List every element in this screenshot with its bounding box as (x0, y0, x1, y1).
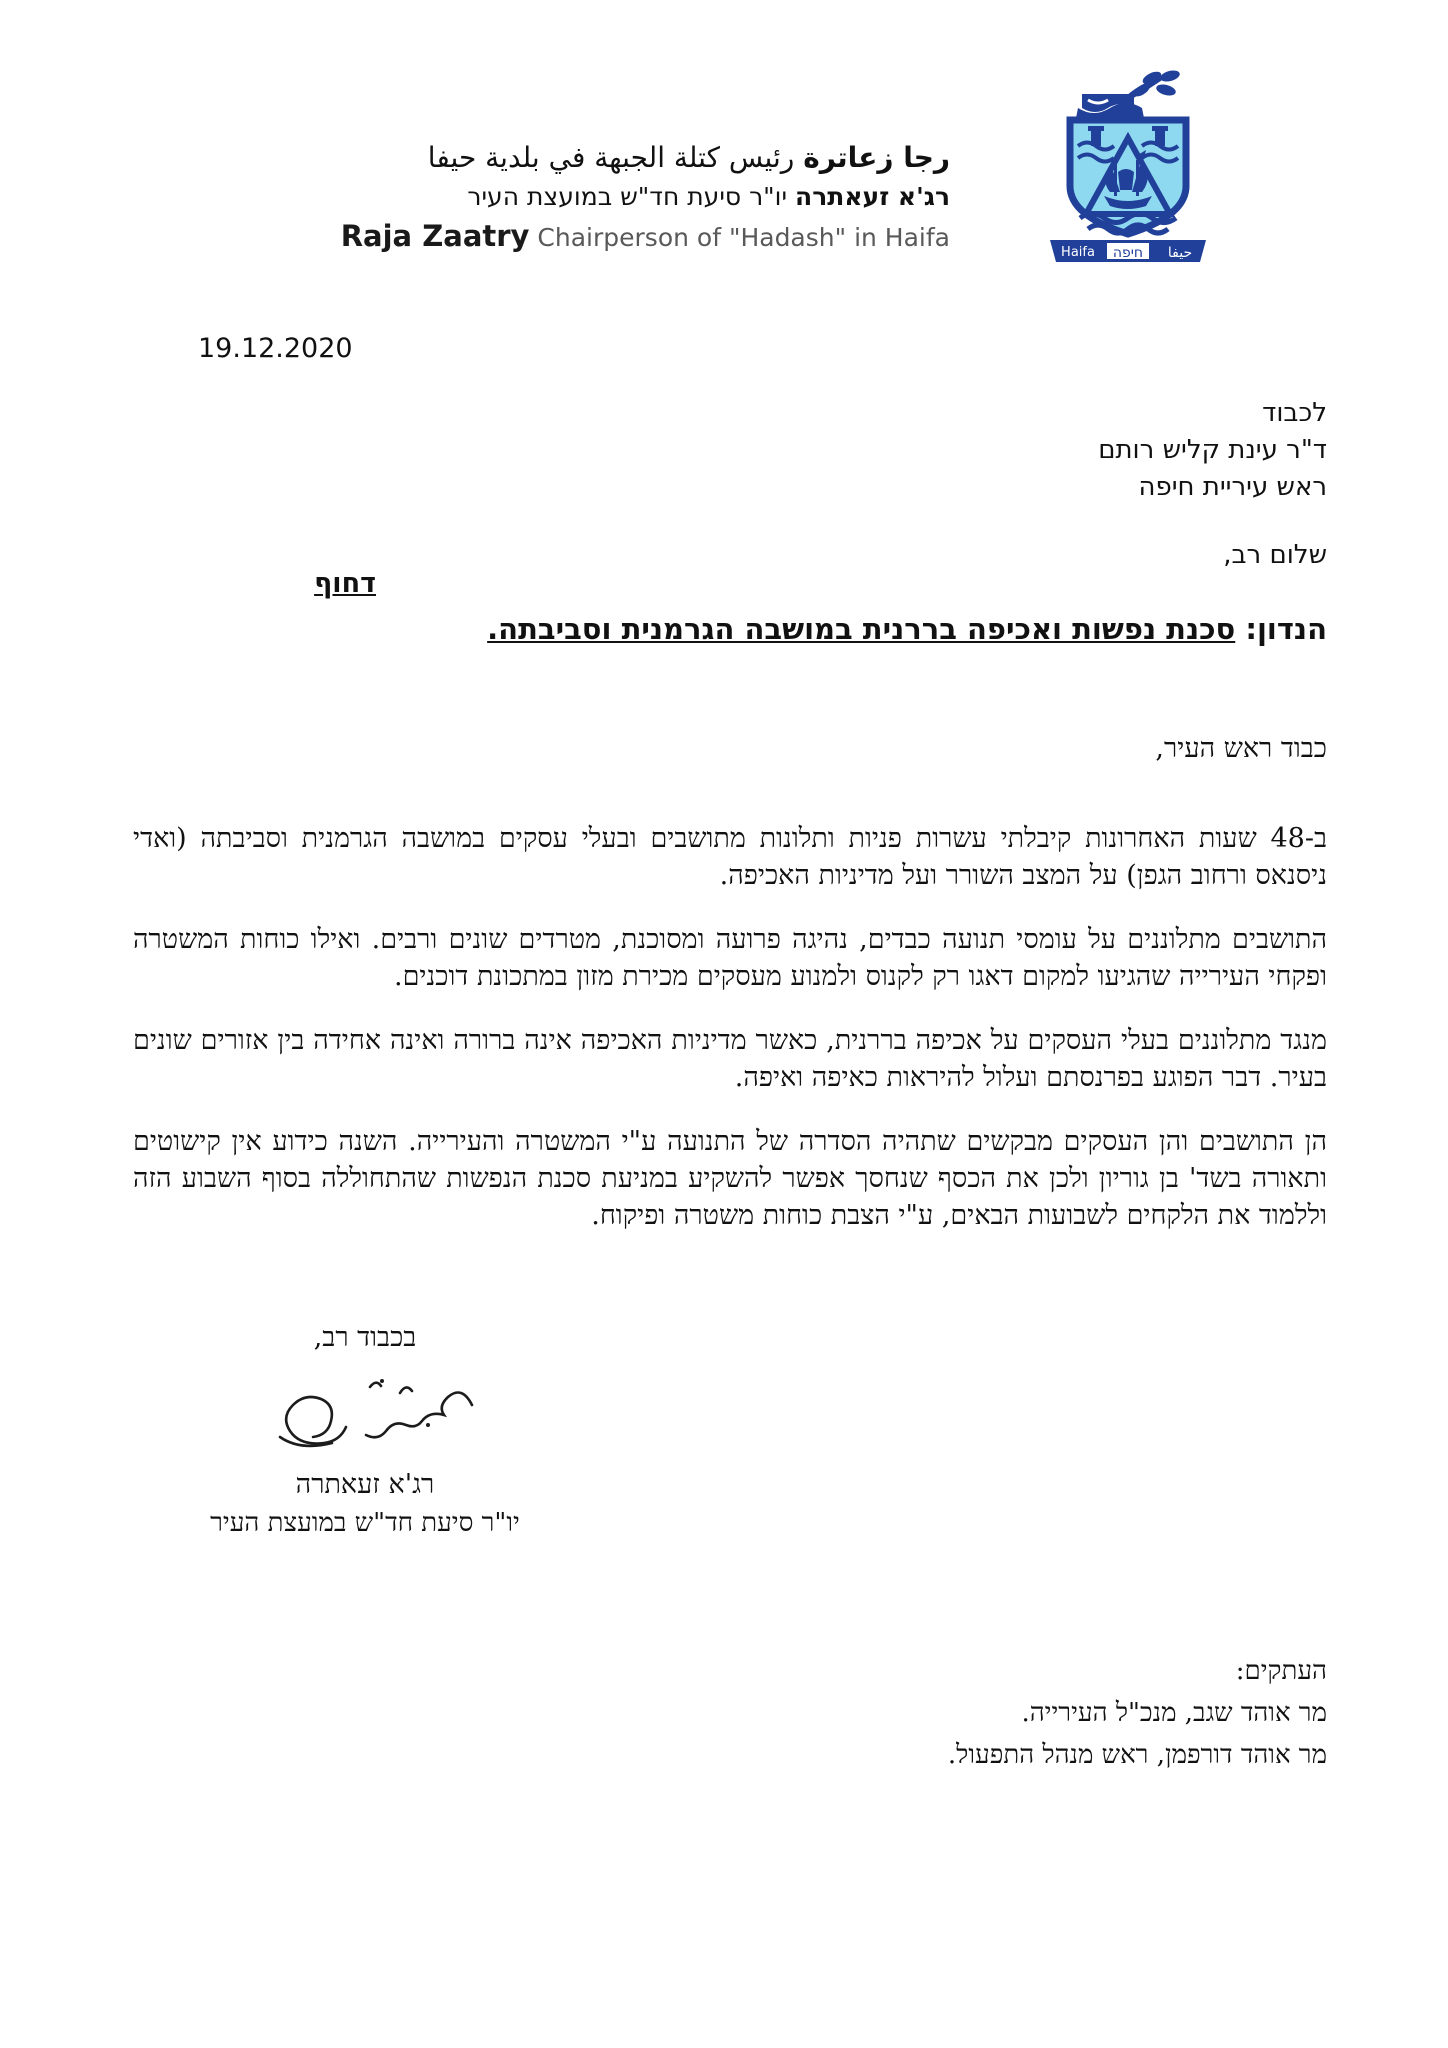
logo-banner-haifa-he: חיפה (1112, 245, 1144, 261)
logo-banner-haifa-en: Haifa (1061, 245, 1095, 260)
copies-block (948, 1650, 1327, 1776)
body-paragraphs (133, 820, 1327, 1261)
letter-date: 19.12.2020 (198, 333, 353, 364)
letterhead-english-name: Raja Zaatry (340, 219, 530, 253)
paragraph-4: הן התושבים והן העסקים מבקשים שתהיה הסדרה של התנועה ע"י המשטרה והעירייה. השנה כידוע אין קישוטים ותאורה בשד' בן גוריון ולכן את הכסף שנחסך אפשר להשקיע במניעת סכנת הנפשות שהתחוללה בסוף השבוע הזה וללמוד את הלקחים לשבועות הבאים, ע"י הצבת כוחות משטרה ופיקוח. (133, 1126, 1327, 1231)
letterhead-arabic-name: رجا زعاترة (803, 141, 950, 174)
paragraph-3: מנגד מתלוננים בעלי העסקים על אכיפה בררנית, כאשר מדיניות האכיפה אינה ברורה ואינה אחידה בין אזורים שונים בעיר. דבר הפוגע בפרנסתם ועלול להיראות כאיפה ואיפה. (133, 1025, 1327, 1093)
subject-text: סכנת נפשות ואכיפה בררנית במושבה הגרמנית וסביבתה. (487, 612, 1236, 646)
letterhead-english-line (341, 216, 950, 258)
addressee-block (1098, 395, 1327, 506)
letterhead-hebrew-title: יו"ר סיעת חד"ש במועצת העיר (467, 182, 788, 211)
letterhead-arabic-line (341, 138, 950, 178)
haifa-emblem-icon (1048, 68, 1208, 268)
addressee-role: ראש עיריית חיפה (1138, 472, 1327, 502)
urgent-label: דחוף (314, 568, 376, 599)
addressee-name: ד"ר עינת קליש רותם (1098, 435, 1327, 465)
subject-line (487, 612, 1327, 646)
haifa-emblem-logo (1048, 68, 1208, 268)
signature-block (205, 1322, 525, 1538)
logo-banner-haifa-ar: حيفا (1167, 245, 1193, 261)
letterhead-hebrew-line (341, 178, 950, 216)
subject-label: הנדון: (1245, 612, 1327, 646)
letterhead-hebrew-name: רג'א זעאתרה (795, 182, 950, 211)
paragraph-1: ב-48 שעות האחרונות קיבלתי עשרות פניות ותלונות מתושבים ובעלי עסקים במושבה הגרמנית וסביבתה (ואדי ניסנאס ורחוב הגפן) על המצב השורר ועל מדיניות האכיפה. (133, 823, 1327, 891)
letterhead-arabic-title: رئيس كتلة الجبهة في بلدية حيفا (427, 141, 795, 174)
letterhead-english-title: Chairperson of "Hadash" in Haifa (537, 223, 950, 252)
copies-label: העתקים: (1235, 1656, 1327, 1686)
letterhead (341, 138, 950, 258)
signer-name: רג'א זעאתרה (295, 1469, 435, 1500)
paragraph-2: התושבים מתלוננים על עומסי תנועה כבדים, נהיגה פרועה ומסוכנת, מטרדים שונים ורבים. ואילו כוחות המשטרה ופקחי העירייה שהגיעו למקום דאגו רק לקנוס ולמנוע מעסקים מכירת מזון במתכונת דוכנים. (133, 924, 1327, 992)
salutation: כבוד ראש העיר, (1155, 733, 1327, 764)
greeting: שלום רב, (1223, 540, 1327, 570)
signer-title: יו"ר סיעת חד"ש במועצת העיר (210, 1508, 520, 1538)
handwritten-signature-icon (250, 1367, 480, 1459)
copies-line-2: מר אוהד דורפמן, ראש מנהל התפעול. (947, 1740, 1327, 1770)
copies-line-1: מר אוהד שגב, מנכ"ל העירייה. (1021, 1698, 1327, 1728)
closing: בכבוד רב, (313, 1322, 417, 1353)
addressee-honorific: לכבוד (1262, 398, 1327, 428)
